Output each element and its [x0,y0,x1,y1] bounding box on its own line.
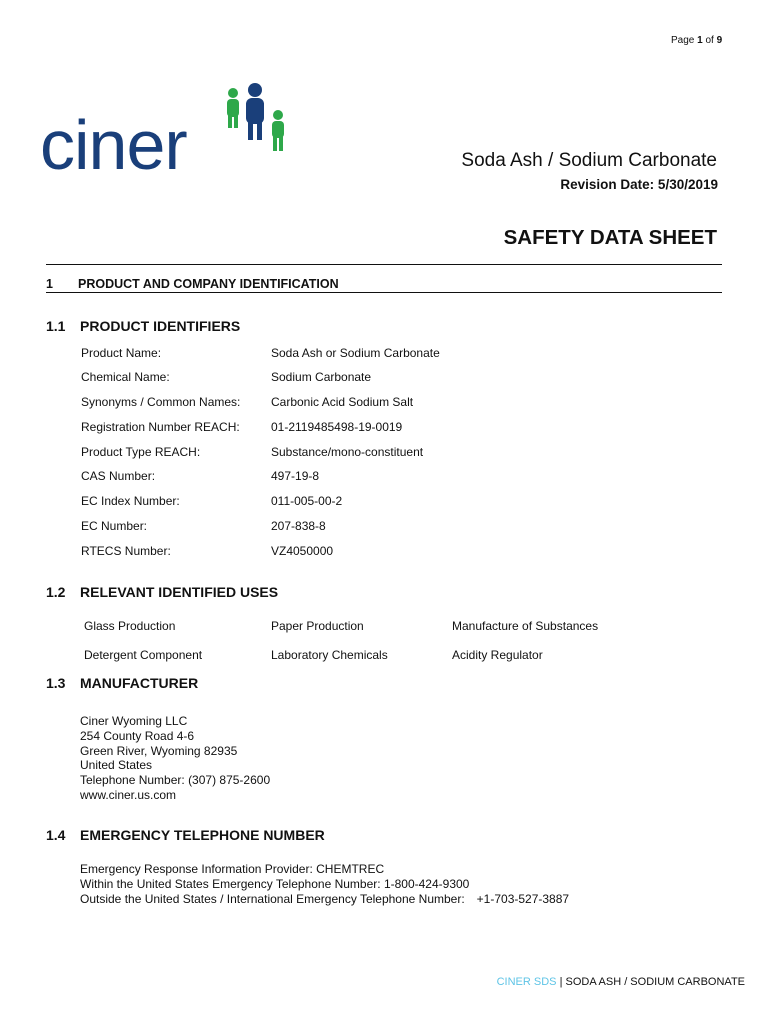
document-title: Soda Ash / Sodium Carbonate [461,150,717,171]
use-item: Manufacture of Substances [452,619,599,633]
revision-date: Revision Date: 5/30/2019 [560,177,718,192]
street-address: 254 County Road 4-6 [80,728,195,743]
page-footer [497,976,745,988]
identifier-value: VZ4050000 [271,544,334,558]
identifier-value: 011-005-00-2 [271,494,343,508]
footer-separator: | [559,976,563,988]
section-title: PRODUCT AND COMPANY IDENTIFICATION [78,277,339,291]
identifier-value: 01-2119485498-19-0019 [271,420,403,434]
page-number: Page 1 of 9 [671,35,723,46]
ciner-logo [38,82,288,190]
footer-brand: CINER SDS [496,976,557,988]
identifier-label: EC Index Number: [81,494,180,508]
subsection-number: 1.1 [46,318,66,334]
identifier-label: RTECS Number: [81,544,171,558]
identifier-value: Sodium Carbonate [271,370,372,384]
identifier-label: Chemical Name: [81,370,170,384]
identifier-label: Registration Number REACH: [81,420,240,434]
identifier-label: CAS Number: [81,469,156,483]
section-1-underline [46,292,722,293]
identifier-label: Product Type REACH: [81,445,201,459]
subsection-title: MANUFACTURER [80,675,199,691]
identifier-label: Product Name: [81,346,162,360]
us-emergency-number: Within the United States Emergency Telephone Number: 1-800-424-9300 [80,876,470,891]
country: United States [80,758,153,773]
use-item: Detergent Component [84,648,203,662]
identifier-value: Substance/mono-constituent [271,445,424,459]
subsection-number: 1.2 [46,584,66,600]
telephone-number: Telephone Number: (307) 875-2600 [80,773,271,788]
logo-wordmark: ciner [40,106,187,184]
footer-product: SODA ASH / SODIUM CARBONATE [565,976,745,988]
section-number: 1 [46,277,53,291]
identifier-value: 207-838-8 [271,519,326,533]
use-item: Acidity Regulator [452,648,543,662]
sheet-title: SAFETY DATA SHEET [503,226,717,249]
identifier-value: Carbonic Acid Sodium Salt [271,395,414,409]
international-number: +1-703-527-3887 [476,891,570,906]
subsection-manufacturer [46,675,198,691]
subsection-product-identifiers [46,318,240,334]
people-icon [223,82,293,154]
use-item: Glass Production [84,619,176,633]
subsection-identified-uses [46,584,278,600]
use-item: Laboratory Chemicals [271,648,388,662]
identifier-label: Synonyms / Common Names: [81,395,241,409]
subsection-title: EMERGENCY TELEPHONE NUMBER [80,827,325,843]
emergency-provider: Emergency Response Information Provider: CHEMTREC [80,862,385,876]
international-label: Outside the United States / International Emergency Telephone Number: [80,891,465,906]
section-1-heading [46,277,339,291]
international-emergency-line [80,892,569,907]
subsection-title: PRODUCT IDENTIFIERS [80,318,241,334]
subsection-emergency-telephone [46,827,325,843]
title-divider [46,264,722,265]
subsection-title: RELEVANT IDENTIFIED USES [80,584,279,600]
use-item: Paper Production [271,619,364,633]
subsection-number: 1.3 [46,675,66,691]
identifier-label: EC Number: [81,519,148,533]
website-link[interactable]: www.ciner.us.com [80,787,177,802]
manufacturer-address [80,714,270,803]
company-name: Ciner Wyoming LLC [80,714,188,728]
subsection-number: 1.4 [46,827,66,843]
city-state-zip: Green River, Wyoming 82935 [80,743,238,758]
emergency-info [80,862,569,906]
identifier-value: 497-19-8 [271,469,320,483]
identifier-value: Soda Ash or Sodium Carbonate [271,346,440,360]
